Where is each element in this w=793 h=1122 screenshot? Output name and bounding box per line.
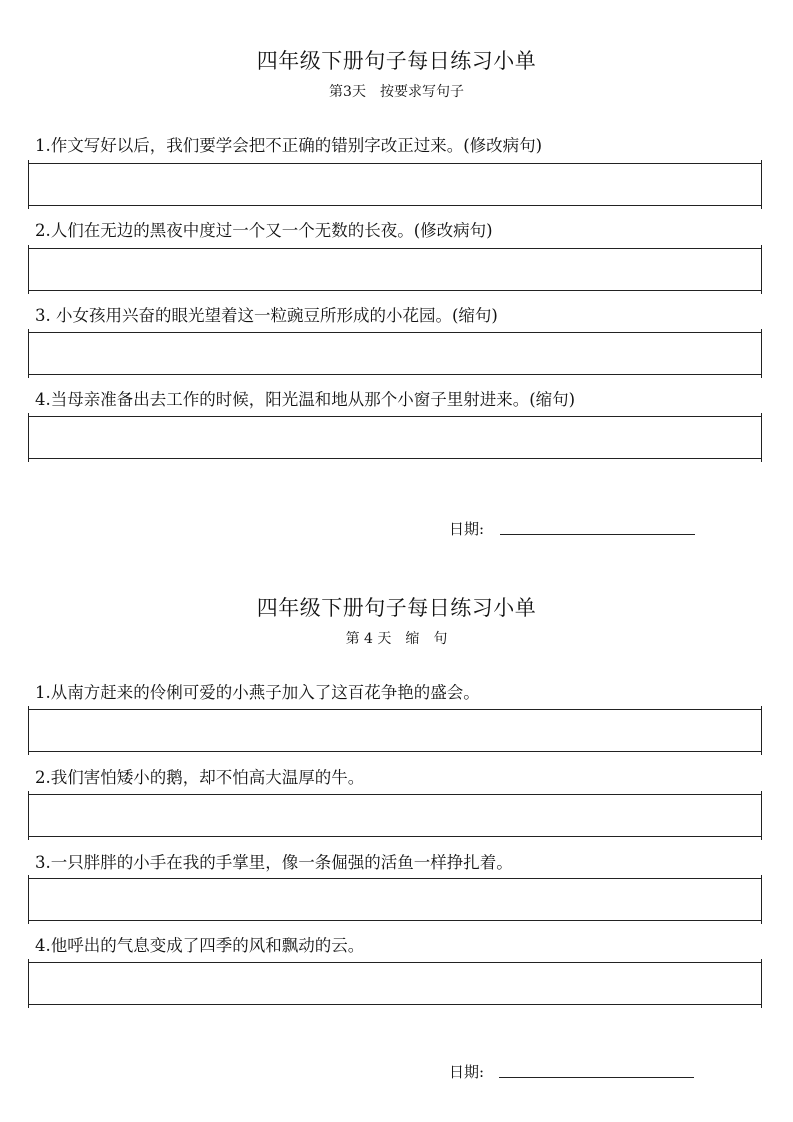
- question-text: 1.作文写好以后，我们要学会把不正确的错别字改正过来。(修改病句): [35, 136, 543, 155]
- sheet-title: 四年级下册句子每日练习小单: [256, 596, 537, 620]
- question-text: 2.我们害怕矮小的鹅，却不怕高大温厚的牛。: [35, 768, 365, 787]
- answer-box[interactable]: [28, 416, 762, 459]
- question-text: 4.他呼出的气息变成了四季的风和飘动的云。: [35, 936, 365, 955]
- date-label: 日期:: [449, 520, 485, 538]
- date-label: 日期:: [449, 1063, 485, 1081]
- answer-box[interactable]: [28, 962, 762, 1005]
- answer-box[interactable]: [28, 163, 762, 206]
- answer-box[interactable]: [28, 794, 762, 837]
- date-line[interactable]: [500, 534, 695, 535]
- question-text: 2.人们在无边的黑夜中度过一个又一个无数的长夜。(修改病句): [35, 221, 493, 240]
- sheet-subtitle: 第 4 天 缩 句: [345, 631, 448, 647]
- question-text: 1.从南方赶来的伶俐可爱的小燕子加入了这百花争艳的盛会。: [35, 683, 480, 702]
- question-text: 4.当母亲准备出去工作的时候，阳光温和地从那个小窗子里射进来。(缩句): [35, 390, 576, 409]
- date-line[interactable]: [499, 1077, 694, 1078]
- answer-box[interactable]: [28, 709, 762, 752]
- question-text: 3.一只胖胖的小手在我的手掌里，像一条倔强的活鱼一样挣扎着。: [35, 853, 513, 872]
- answer-box[interactable]: [28, 332, 762, 375]
- answer-box[interactable]: [28, 878, 762, 921]
- sheet-subtitle: 第3天 按要求写句子: [329, 84, 464, 100]
- question-text: 3. 小女孩用兴奋的眼光望着这一粒豌豆所形成的小花园。(缩句): [35, 306, 498, 325]
- answer-box[interactable]: [28, 248, 762, 291]
- sheet-title: 四年级下册句子每日练习小单: [256, 49, 537, 73]
